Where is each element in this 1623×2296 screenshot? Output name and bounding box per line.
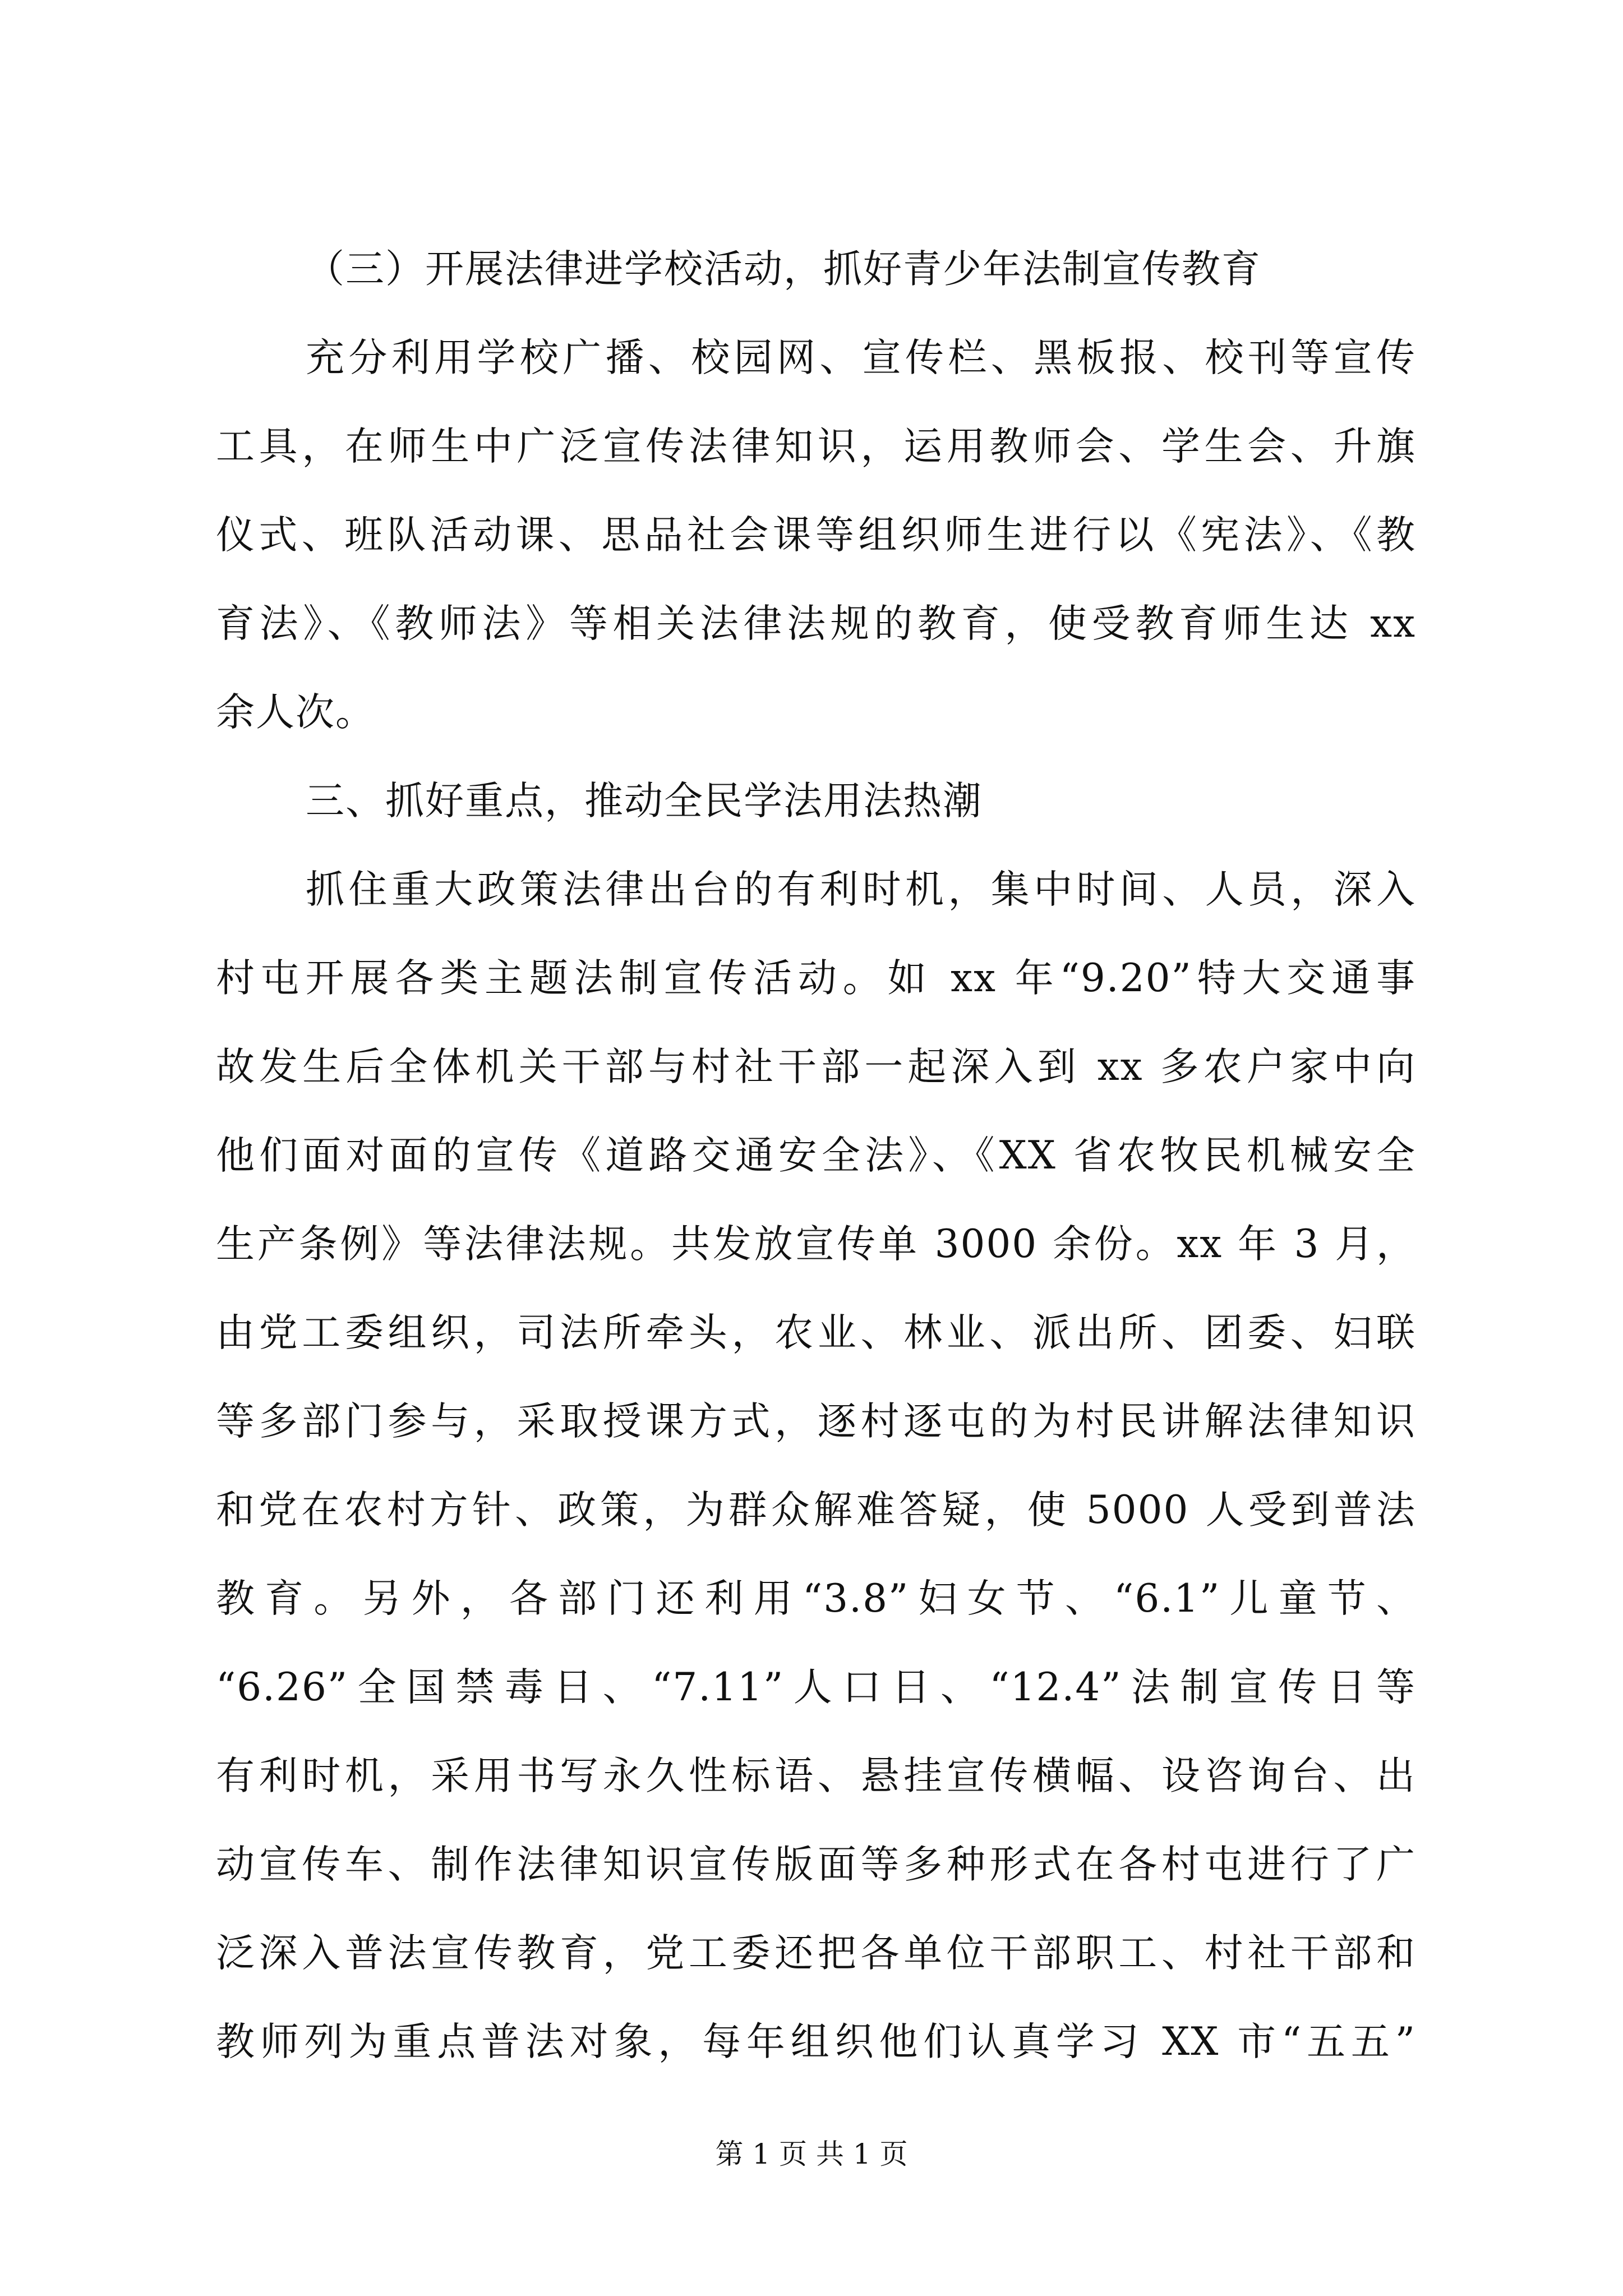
paragraph-line: 抓住重大政策法律出台的有利时机，集中时间、人员，深入 <box>306 867 1416 912</box>
section-heading: 三、抓好重点，推动全民学法用法热潮 <box>306 779 983 823</box>
paragraph-line: 由党工委组织，司法所牵头，农业、林业、派出所、团委、妇联 <box>216 1310 1416 1355</box>
paragraph-line: 等多部门参与，采取授课方式，逐村逐屯的为村民讲解法律知识 <box>216 1399 1416 1444</box>
paragraph-line: 和党在农村方针、政策，为群众解难答疑，使 5000 人受到普法 <box>216 1488 1416 1533</box>
paragraph-line: 工具，在师生中广泛宣传法律知识，运用教师会、学生会、升旗 <box>216 424 1416 469</box>
paragraph-line: 泛深入普法宣传教育，党工委还把各单位干部职工、村社干部和 <box>216 1931 1416 1976</box>
paragraph-line: 教师列为重点普法对象，每年组织他们认真学习 XX 市“五五” <box>216 2019 1416 2064</box>
paragraph-line: 有利时机，采用书写永久性标语、悬挂宣传横幅、设咨询台、出 <box>216 1754 1416 1798</box>
paragraph-line: 育法》、《教师法》等相关法律法规的教育，使受教育师生达 xx <box>216 601 1416 646</box>
paragraph-line: 仪式、班队活动课、思品社会课等组织师生进行以《宪法》、《教 <box>216 513 1416 558</box>
paragraph-line: 余人次。 <box>216 690 375 735</box>
paragraph-line: “6.26”全国禁毒日、“7.11”人口日、“12.4”法制宣传日等 <box>216 1665 1416 1710</box>
paragraph-line: 充分利用学校广播、校园网、宣传栏、黑板报、校刊等宣传 <box>306 335 1416 380</box>
paragraph-line: 动宣传车、制作法律知识宣传版面等多种形式在各村屯进行了广 <box>216 1842 1416 1887</box>
paragraph-line: 村屯开展各类主题法制宣传活动。如 xx 年“9.20”特大交通事 <box>216 956 1416 1001</box>
section-heading: （三）开展法律进学校活动，抓好青少年法制宣传教育 <box>306 247 1261 292</box>
paragraph-line: 教育。另外，各部门还利用“3.8”妇女节、“6.1”儿童节、 <box>216 1576 1416 1621</box>
page-footer: 第 1 页 共 1 页 <box>715 2138 908 2170</box>
paragraph-line: 故发生后全体机关干部与村社干部一起深入到 xx 多农户家中向 <box>216 1045 1416 1089</box>
paragraph-line: 生产条例》等法律法规。共发放宣传单 3000 余份。xx 年 3 月， <box>216 1222 1416 1267</box>
paragraph-line: 他们面对面的宣传《道路交通安全法》、《XX 省农牧民机械安全 <box>216 1133 1416 1178</box>
